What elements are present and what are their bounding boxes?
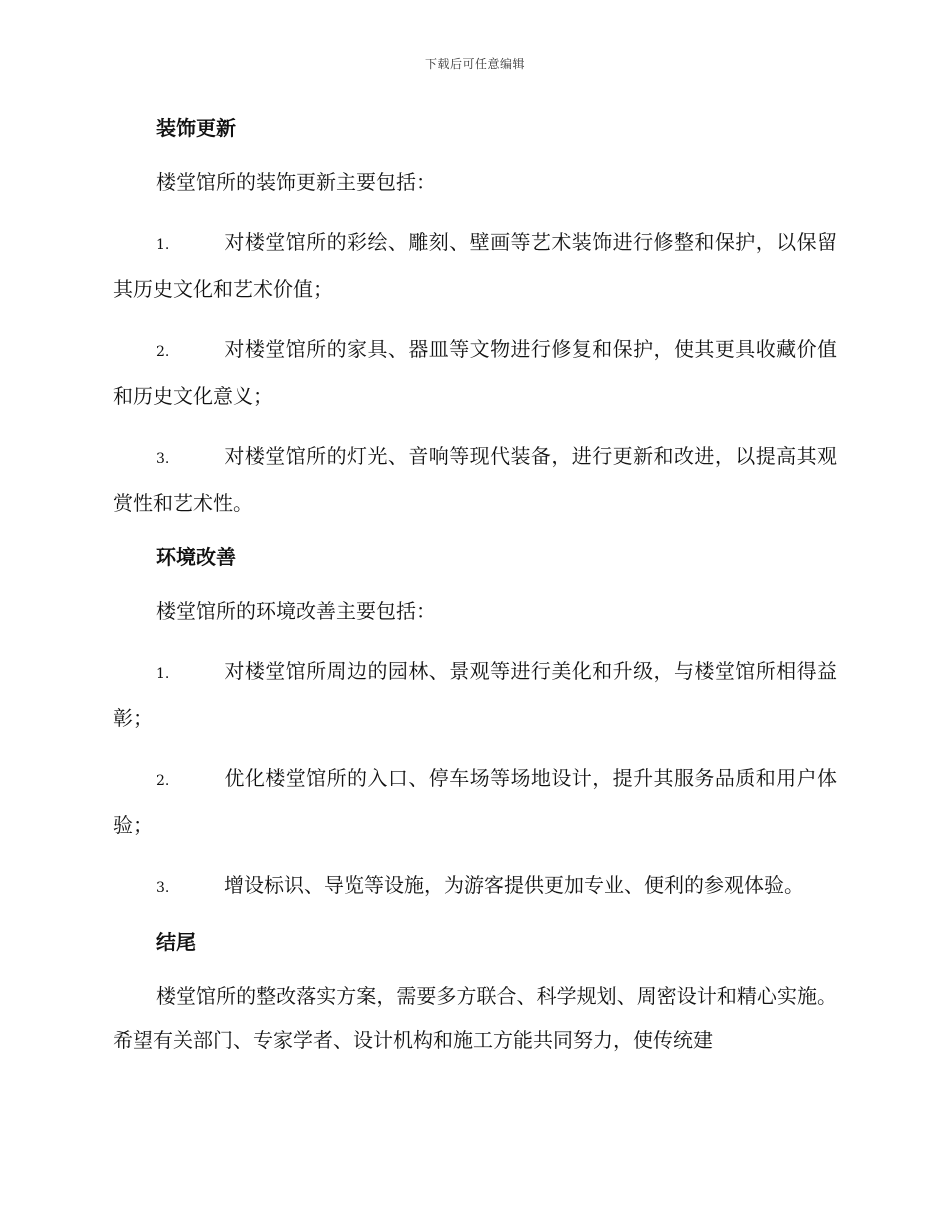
running-header: 下载后可任意编辑	[424, 57, 525, 71]
section-heading: 环境改善	[156, 545, 236, 569]
list-item-text: 优化楼堂馆所的入口、停车场等场地设计，提升其服务品质和用户体验；	[113, 766, 837, 837]
list-item	[113, 649, 837, 740]
list-item	[113, 220, 837, 311]
list-item-text: 对楼堂馆所的灯光、音响等现代装备，进行更新和改进，以提高其观赏性和艺术性。	[113, 444, 837, 515]
list-item	[113, 863, 837, 910]
section-intro: 楼堂馆所的装饰更新主要包括：	[156, 170, 436, 194]
list-item-text: 对楼堂馆所的家具、器皿等文物进行修复和保护，使其更具收藏价值和历史文化意义；	[113, 337, 837, 408]
list-number: 2.	[156, 344, 170, 360]
list-item-text: 对楼堂馆所周边的园林、景观等进行美化和升级，与楼堂馆所相得益彰；	[113, 659, 837, 730]
section-intro: 楼堂馆所的环境改善主要包括：	[156, 599, 436, 623]
list-item	[113, 327, 837, 418]
section-heading: 装饰更新	[156, 116, 236, 140]
list-number: 3.	[156, 451, 170, 467]
list-item-text: 增设标识、导览等设施，为游客提供更加专业、便利的参观体验。	[224, 873, 804, 897]
list-number: 3.	[156, 880, 170, 896]
list-item-text: 对楼堂馆所的彩绘、雕刻、壁画等艺术装饰进行修整和保护，以保留其历史文化和艺术价值；	[113, 230, 837, 301]
list-item	[113, 434, 837, 525]
list-item	[113, 756, 837, 847]
section-heading: 结尾	[156, 930, 196, 954]
list-number: 1.	[156, 666, 170, 682]
document-body	[113, 110, 837, 1062]
closing-paragraph: 楼堂馆所的整改落实方案，需要多方联合、科学规划、周密设计和精心实施。希望有关部门、专家学者、设计机构和施工方能共同努力，使传统建	[113, 984, 837, 1052]
list-number: 1.	[156, 237, 170, 253]
list-number: 2.	[156, 773, 170, 789]
